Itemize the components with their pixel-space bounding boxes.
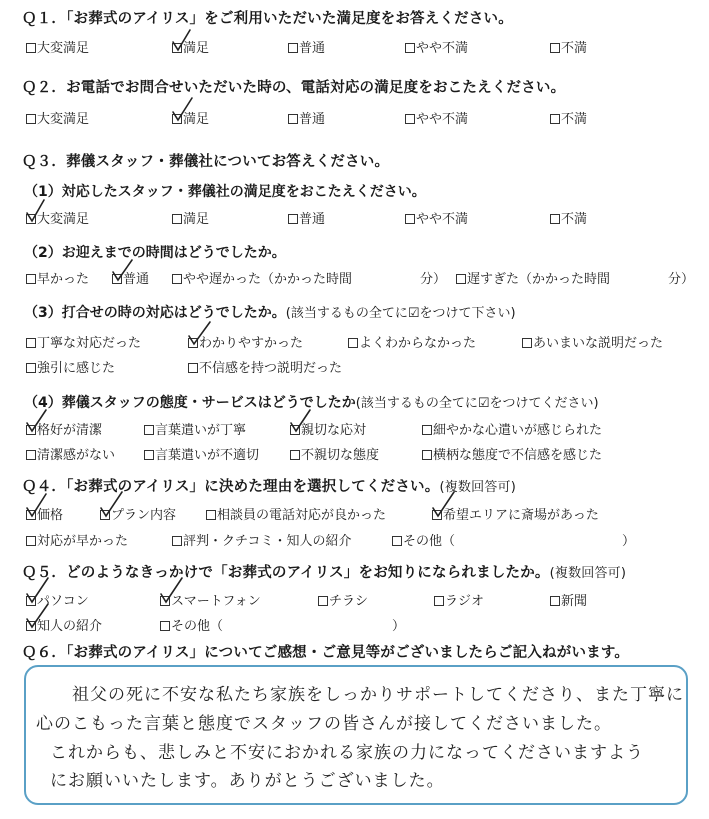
q1-opt-1[interactable]: 大変満足 — [26, 37, 89, 56]
q1-opt-5[interactable]: 不満 — [550, 37, 587, 56]
q4-title: Ｑ４．「お葬式のアイリス」に決めた理由を選択してください。(複数回答可) — [22, 479, 516, 495]
q3-s3-opt-6[interactable]: 不信感を持つ説明だった — [188, 357, 342, 376]
q5-opt-1[interactable]: パソコン — [26, 590, 89, 609]
q2-opt-2[interactable]: 満足 — [172, 108, 209, 127]
q3-s4-opt-2[interactable]: 言葉遣いが丁寧 — [144, 419, 246, 438]
q3-s4-opt-8[interactable]: 横柄な態度で不信感を感じた — [422, 444, 602, 463]
q3-s2-unit-2: 分） — [668, 272, 695, 287]
q2-opt-1[interactable]: 大変満足 — [26, 108, 89, 127]
q3-s2-unit-1: 分） — [420, 272, 447, 287]
q2-opt-4[interactable]: やや不満 — [405, 108, 468, 127]
q4-opt-1[interactable]: 価格 — [26, 504, 63, 523]
check-mark-q2 — [173, 98, 192, 120]
q3-s2-opt-1[interactable]: 早かった — [26, 268, 89, 287]
q3-title: Ｑ３．葬儀スタッフ・葬儀社についてお答えください。 — [22, 154, 390, 170]
q5-opt-6[interactable]: 知人の紹介 — [26, 615, 102, 634]
q3-s3-opt-1[interactable]: 丁寧な対応だった — [26, 332, 141, 351]
q3-s1-opt-3[interactable]: 普通 — [288, 208, 325, 227]
q3-s1-opt-4[interactable]: やや不満 — [405, 208, 468, 227]
q3-s4-opt-6[interactable]: 言葉遣いが不適切 — [144, 444, 259, 463]
comment-line-1: 祖父の死に不安な私たち家族をしっかりサポートしてくださり、また丁寧に — [72, 685, 684, 705]
check-mark-q3-1 — [27, 200, 44, 221]
q3-s4-opt-7[interactable]: 不親切な態度 — [290, 444, 379, 463]
q4-opt-2[interactable]: プラン内容 — [100, 504, 176, 523]
q1-title: Ｑ１．「お葬式のアイリス」をご利用いただいた満足度をお答えください。 — [22, 11, 513, 27]
q3-s4-title: （4）葬儀スタッフの態度・サービスはどうでしたか(該当するもの全てに☑をつけてください) — [24, 395, 599, 411]
q5-opt-7[interactable]: その他（ — [160, 615, 223, 634]
check-mark-q5b — [161, 578, 182, 602]
check-mark-q3-3 — [189, 322, 210, 344]
q5-title: Ｑ５．どのようなきっかけで「お葬式のアイリス」をお知りになられましたか。(複数回答可) — [22, 565, 627, 581]
q1-opt-3[interactable]: 普通 — [288, 37, 325, 56]
q1-opt-2[interactable]: 満足 — [172, 37, 209, 56]
q3-s4-opt-1[interactable]: 格好が清潔 — [26, 419, 102, 438]
q3-s2-opt-3[interactable]: やや遅かった（かかった時間 — [172, 268, 352, 287]
q5-opt-5[interactable]: 新聞 — [550, 590, 587, 609]
q4-opt-4[interactable]: 希望エリアに斎場があった — [432, 504, 599, 523]
q3-s1-title: （1）対応したスタッフ・葬儀社の満足度をおこたえください。 — [24, 184, 426, 200]
q5-other-close: ） — [392, 619, 406, 634]
q3-s1-opt-2[interactable]: 満足 — [172, 208, 209, 227]
q5-opt-2[interactable]: スマートフォン — [160, 590, 261, 609]
comment-line-2: 心のこもった言葉と態度でスタッフの皆さんが接してくださいました。 — [36, 714, 612, 734]
check-mark-q5c — [27, 604, 48, 627]
check-mark-q3-2 — [113, 260, 132, 280]
q4-opt-3[interactable]: 相談員の電話対応が良かった — [206, 504, 386, 523]
q2-title: Ｑ２．お電話でお問合せいただいた時の、電話対応の満足度をおこたえください。 — [22, 80, 566, 96]
q2-opt-3[interactable]: 普通 — [288, 108, 325, 127]
q3-s4-opt-4[interactable]: 細やかな心遣いが感じられた — [422, 419, 602, 438]
q1-opt-4[interactable]: やや不満 — [405, 37, 468, 56]
q3-s2-title: （2）お迎えまでの時間はどうでしたか。 — [24, 245, 286, 261]
q3-s4-opt-5[interactable]: 清潔感がない — [26, 444, 115, 463]
q4-opt-7[interactable]: その他（ — [392, 530, 455, 549]
check-mark-q1 — [173, 30, 190, 50]
q4-opt-6[interactable]: 評判・クチコミ・知人の紹介 — [172, 530, 351, 549]
q3-s3-opt-4[interactable]: あいまいな説明だった — [522, 332, 663, 351]
comment-line-3: これからも、悲しみと不安におかれる家族の力になってくださいますよう — [50, 743, 644, 763]
q4-other-close: ） — [622, 534, 636, 549]
check-mark-q3-4b — [291, 410, 310, 431]
q3-s3-opt-2[interactable]: わかりやすかった — [188, 332, 303, 351]
q3-s2-opt-2[interactable]: 普通 — [112, 268, 149, 287]
q3-s3-opt-3[interactable]: よくわからなかった — [348, 332, 476, 351]
q3-s1-opt-5[interactable]: 不満 — [550, 208, 587, 227]
q3-s3-opt-5[interactable]: 強引に感じた — [26, 357, 115, 376]
q6-title: Ｑ６．「お葬式のアイリス」についてご感想・ご意見等がございましたらご記入ねがいます。 — [22, 645, 630, 661]
q4-opt-5[interactable]: 対応が早かった — [26, 530, 128, 549]
check-mark-q4c — [433, 492, 454, 516]
q3-s3-title: （3）打合せの時の対応はどうでしたか。(該当するもの全てに☑をつけて下さい) — [24, 305, 516, 321]
q5-opt-3[interactable]: チラシ — [318, 590, 368, 609]
q5-opt-4[interactable]: ラジオ — [434, 590, 484, 609]
q2-opt-5[interactable]: 不満 — [550, 108, 587, 127]
check-mark-q4a — [27, 494, 46, 516]
check-mark-q5a — [27, 578, 48, 602]
q3-s2-opt-4[interactable]: 遅すぎた（かかった時間 — [456, 268, 610, 287]
check-mark-q3-4a — [27, 410, 46, 431]
q3-s4-opt-3[interactable]: 親切な応対 — [290, 419, 366, 438]
comment-line-4: にお願いいたします。ありがとうございました。 — [50, 771, 445, 791]
q3-s1-opt-1[interactable]: 大変満足 — [26, 208, 89, 227]
check-mark-q4b — [101, 492, 122, 516]
